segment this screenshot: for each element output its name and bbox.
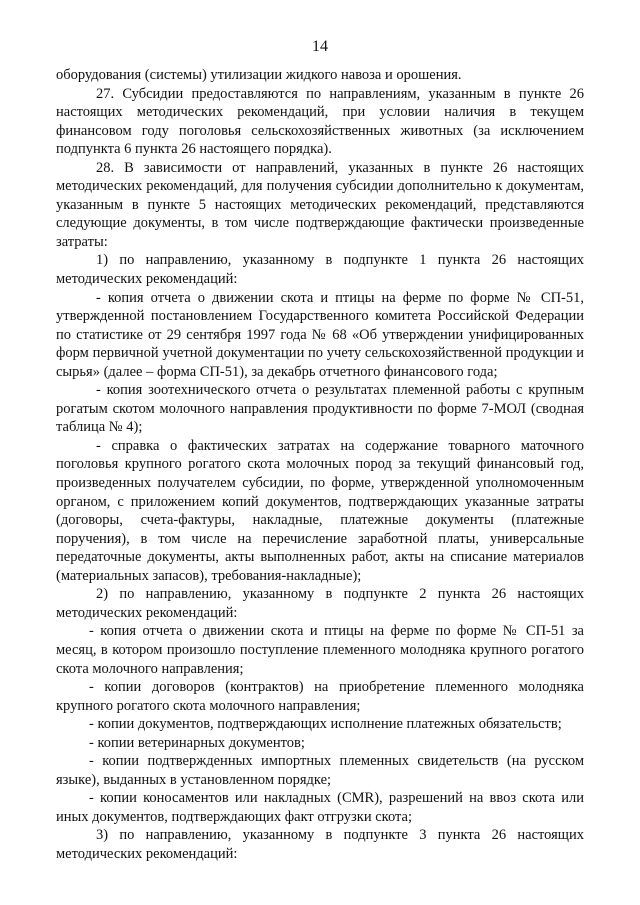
paragraph-clause-27: 27. Субсидии предоставляются по направлениям, указанным в пункте 26 настоящих методических рекомендаций, при условии наличия в текущем финансовом году поголовья сельскохозяйственных животных (за исключением подпункта 6 пункта 26 настоящего порядка). — [56, 85, 584, 158]
list-item-zootechnical-report: - копия зоотехнического отчета о результатах племенной работы с крупным рогатым скотом молочного направления продуктивности по форме 7-МОЛ (сводная таблица № 4); — [56, 382, 584, 436]
list-item-form-sp51: - копия отчета о движении скота и птицы на ферме по форме № СП-51, утвержденной постановлением Государственного комитета Российской Федерации по статистике от 29 сентября 1997 года № 68 «Об утверждении унифицированных форм первичной учетной документации по учету сельскохозяйственной продукции и сырья» (далее – форма СП-51), за декабрь отчетного финансового года; — [56, 289, 584, 380]
page-number: 14 — [312, 38, 328, 55]
list-item-shipping-documents: - копии коносаментов или накладных (CMR), разрешений на ввоз скота или иных документов, подтверждающих факт отгрузки скота; — [56, 790, 584, 825]
list-item-payment-documents: - копии документов, подтверждающих исполнение платежных обязательств; — [89, 716, 562, 733]
list-item-movement-report: - копия отчета о движении скота и птицы на ферме по форме № СП-51 за месяц, в котором произошло поступление племенного молодняка крупного рогатого скота молочного направления; — [56, 623, 584, 677]
paragraph-subclause-1: 1) по направлению, указанному в подпункте 1 пункта 26 настоящих методических рекомендаций: — [56, 252, 584, 288]
document-body — [56, 66, 584, 864]
list-item-expense-certificate: - справка о фактических затратах на содержание товарного маточного поголовья крупного рогатого скота молочных пород за текущий финансовый год, произведенных получателем субсидии, по форме, утвержденной уполномоченным органом, с приложением копий документов, подтверждающих указанные затраты (договоры, счета-фактуры, накладные, платежные документы (платежные поручения), в том числе на перечисление заработной платы, универсальные передаточные документы, акты выполненных работ, акты на списание материалов (материальных запасов), требования-накладные); — [56, 437, 584, 584]
list-item-breeding-certificates: - копии подтвержденных импортных племенных свидетельств (на русском языке), выданных в установленном порядке; — [56, 753, 584, 788]
list-item-contracts: - копии договоров (контрактов) на приобретение племенного молодняка крупного рогатого скота молочного направления; — [56, 679, 584, 714]
list-item-veterinary-documents: - копии ветеринарных документов; — [89, 734, 305, 751]
paragraph-continuation: оборудования (системы) утилизации жидкого навоза и орошения. — [56, 67, 462, 83]
paragraph-clause-28: 28. В зависимости от направлений, указанных в пункте 26 настоящих методических рекомендаций, для получения субсидии дополнительно к документам, указанным в пункте 5 настоящих методических рекомендаций, представляются следующие документы, в том числе подтверждающие фактически произведенные затраты: — [56, 159, 584, 250]
paragraph-subclause-3: 3) по направлению, указанному в подпункте 3 пункта 26 настоящих методических рекомендаций: — [56, 827, 584, 862]
paragraph-subclause-2: 2) по направлению, указанному в подпункте 2 пункта 26 настоящих методических рекомендаций: — [56, 586, 584, 621]
